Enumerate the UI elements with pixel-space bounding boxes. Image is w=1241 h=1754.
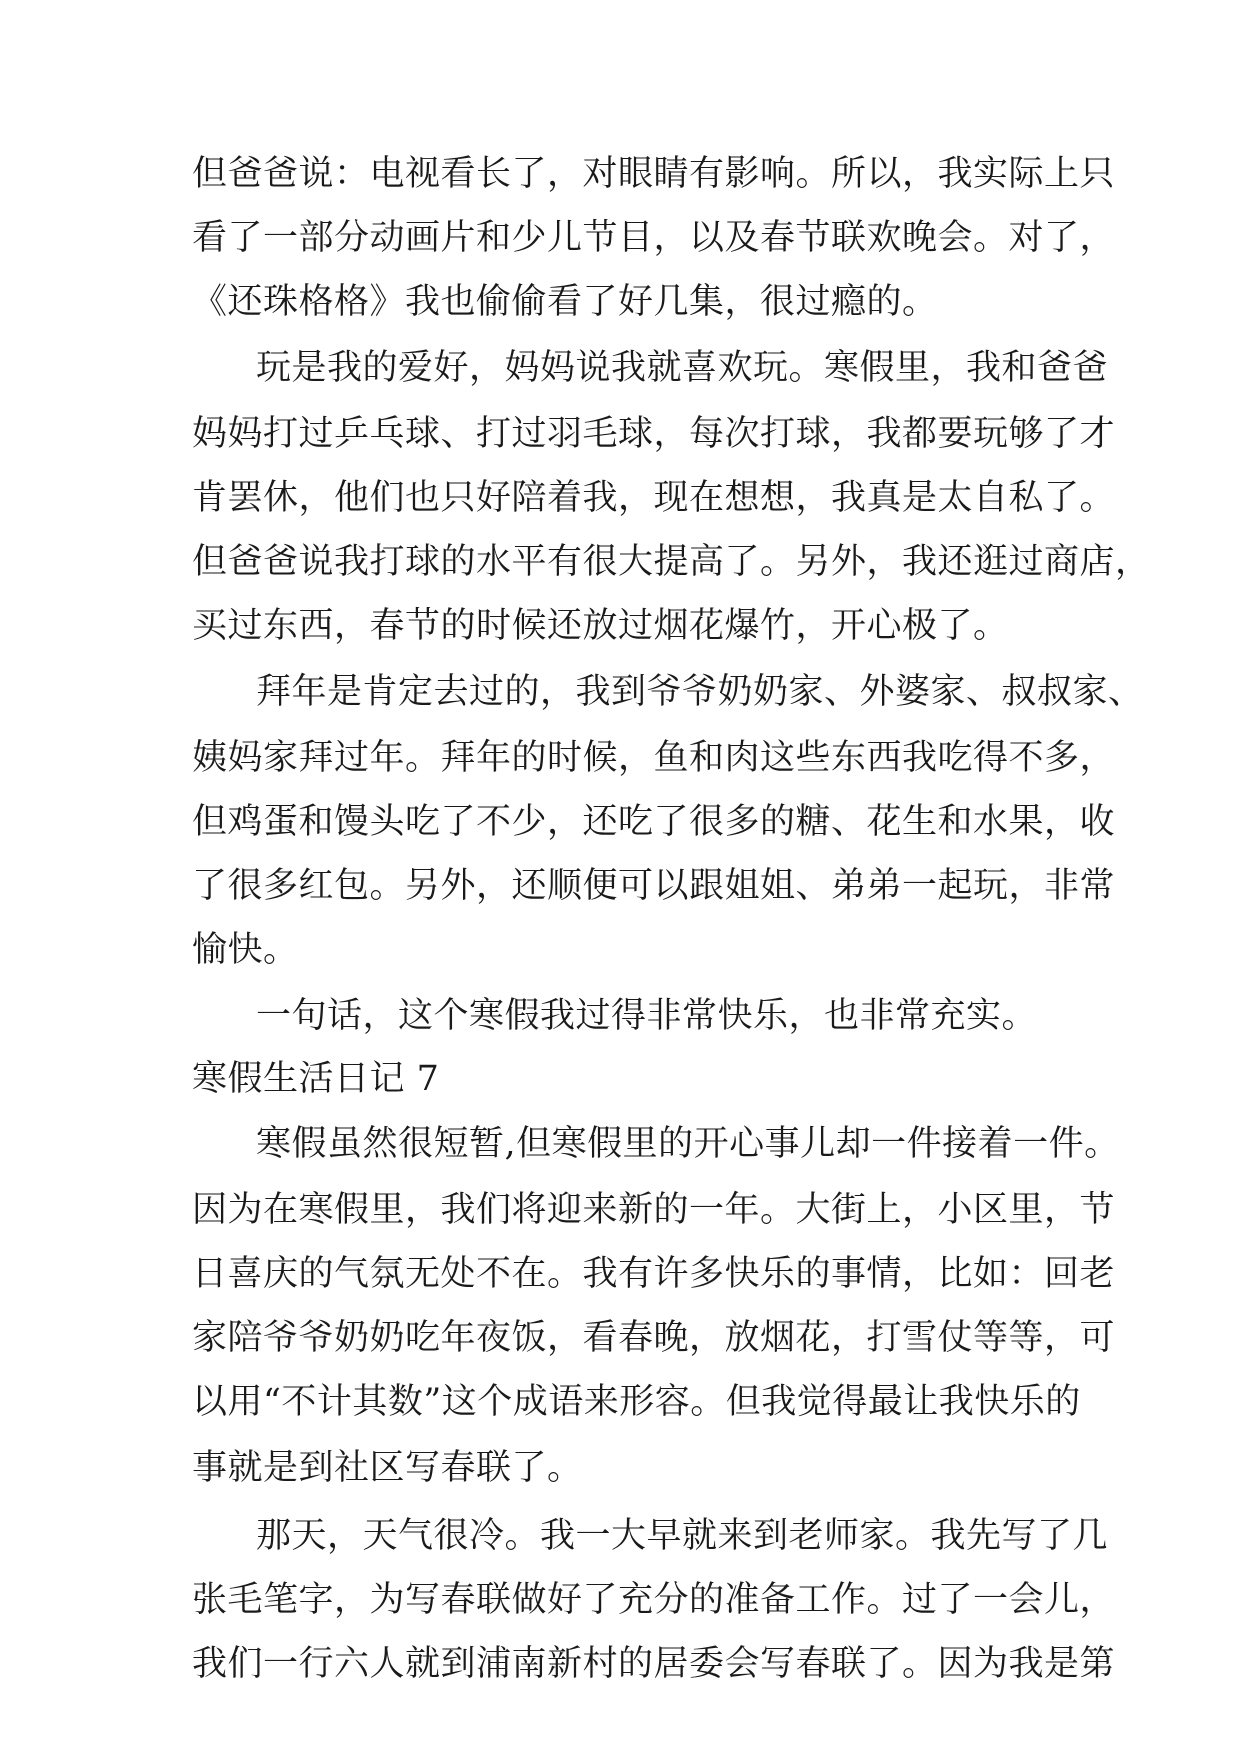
text-line: 了很多红包。另外，还顺便可以跟姐姐、弟弟一起玩，非常 — [192, 866, 1116, 906]
paragraph-first-line: 玩是我的爱好，妈妈说我就喜欢玩。寒假里，我和爸爸 — [256, 348, 1109, 388]
text-line: 但鸡蛋和馒头吃了不少，还吃了很多的糖、花生和水果，收 — [192, 802, 1116, 842]
text-line: 姨妈家拜过年。拜年的时候，鱼和肉这些东西我吃得不多， — [192, 738, 1116, 778]
text-line: 看了一部分动画片和少儿节目，以及春节联欢晚会。对了， — [192, 218, 1116, 258]
text-line: 日喜庆的气氛无处不在。我有许多快乐的事情，比如：回老 — [192, 1254, 1116, 1294]
text-line: 肯罢休，他们也只好陪着我，现在想想，我真是太自私了。 — [192, 478, 1116, 518]
text-line: 买过东西，春节的时候还放过烟花爆竹，开心极了。 — [192, 606, 1009, 646]
paragraph-first-line: 拜年是肯定去过的，我到爷爷奶奶家、外婆家、叔叔家、 — [256, 672, 1144, 712]
text-line: 家陪爷爷奶奶吃年夜饭，看春晚，放烟花，打雪仗等等，可 — [192, 1318, 1116, 1358]
text-line: 张毛笔字，为写春联做好了充分的准备工作。过了一会儿， — [192, 1580, 1116, 1620]
text-line: 因为在寒假里，我们将迎来新的一年。大街上，小区里，节 — [192, 1190, 1116, 1230]
text-line: 妈妈打过乒乓球、打过羽毛球，每次打球，我都要玩够了才 — [192, 414, 1116, 454]
text-line: 愉快。 — [192, 930, 299, 970]
section-heading: 寒假生活日记 7 — [192, 1059, 440, 1099]
text-line: 《还珠格格》我也偷偷看了好几集，很过瘾的。 — [192, 282, 938, 322]
text-line: 我们一行六人就到浦南新村的居委会写春联了。因为我是第 — [192, 1644, 1116, 1684]
text-line: 但爸爸说：电视看长了，对眼睛有影响。所以，我实际上只 — [192, 154, 1116, 194]
text-line: 但爸爸说我打球的水平有很大提高了。另外，我还逛过商店， — [192, 542, 1151, 582]
text-line: 事就是到社区写春联了。 — [192, 1448, 583, 1488]
paragraph-first-line: 那天，天气很冷。我一大早就来到老师家。我先写了几 — [256, 1516, 1109, 1556]
paragraph-first-line: 一句话，这个寒假我过得非常快乐，也非常充实。 — [256, 996, 1038, 1036]
paragraph-first-line: 寒假虽然很短暂,但寒假里的开心事儿却一件接着一件。 — [256, 1124, 1120, 1164]
text-line: 以用“不计其数”这个成语来形容。但我觉得最让我快乐的 — [192, 1382, 1081, 1422]
